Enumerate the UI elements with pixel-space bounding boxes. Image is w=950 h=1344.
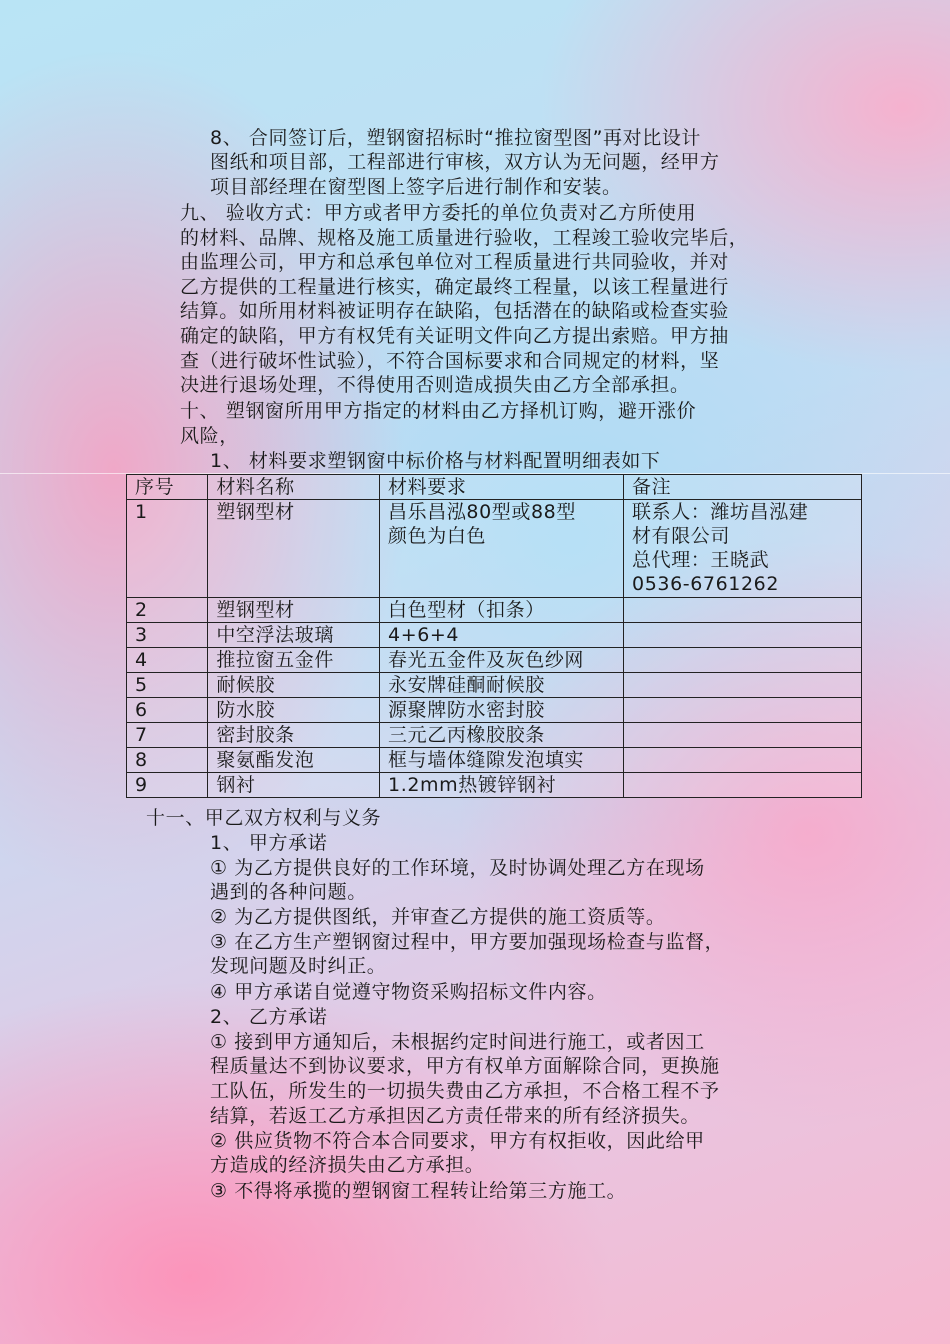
para-9-line-1: 九、 验收方式：甲方或者甲方委托的单位负责对乙方所使用 (180, 202, 697, 224)
cell-name: 塑钢型材 (208, 500, 380, 598)
table-row (127, 648, 862, 673)
cell-remarks (624, 673, 862, 698)
cell-remarks (624, 623, 862, 648)
cell-name: 钢衬 (208, 773, 380, 798)
table-row (127, 773, 862, 798)
cell-index: 3 (127, 623, 208, 648)
para-9-line-3: 由监理公司，甲方和总承包单位对工程质量进行共同验收，并对 (180, 251, 729, 273)
table-row (127, 500, 862, 598)
cell-index: 4 (127, 648, 208, 673)
cell-remarks (624, 698, 862, 723)
header-remarks: 备注 (624, 475, 862, 500)
cell-index: 7 (127, 723, 208, 748)
para-9-line-8: 决进行退场处理，不得使用否则造成损失由乙方全部承担。 (180, 374, 690, 396)
cell-name: 耐候胶 (208, 673, 380, 698)
table-row (127, 698, 862, 723)
cell-name: 密封胶条 (208, 723, 380, 748)
para-9-line-4: 乙方提供的工程量进行核实，确定最终工程量，以该工程量进行 (180, 276, 729, 298)
cell-remarks (624, 723, 862, 748)
cell-index: 1 (127, 500, 208, 598)
cell-requirement: 1.2mm热镀锌钢衬 (380, 773, 624, 798)
table-row (127, 748, 862, 773)
cell-name: 推拉窗五金件 (208, 648, 380, 673)
cell-requirement: 春光五金件及灰色纱网 (380, 648, 624, 673)
cell-index: 8 (127, 748, 208, 773)
cell-requirement: 白色型材（扣条） (380, 598, 624, 623)
cell-index: 5 (127, 673, 208, 698)
table-row (127, 723, 862, 748)
cell-remarks (624, 748, 862, 773)
section-11-b-title: 2、 乙方承诺 (210, 1006, 328, 1028)
a-item-line-2: 遇到的各种问题。 (210, 881, 367, 903)
para-10-line-2: 风险， (180, 425, 239, 447)
cell-name: 塑钢型材 (208, 598, 380, 623)
section-11-a-title: 1、 甲方承诺 (210, 832, 328, 854)
cell-name: 中空浮法玻璃 (208, 623, 380, 648)
cell-requirement: 永安牌硅酮耐候胶 (380, 673, 624, 698)
para-8-line-3: 项目部经理在窗型图上签字后进行制作和安装。 (210, 176, 622, 198)
table-header-row (127, 475, 862, 500)
table-row (127, 598, 862, 623)
cell-name: 聚氨酯发泡 (208, 748, 380, 773)
para-8-line-1: 8、 合同签订后，塑钢窗招标时“推拉窗型图”再对比设计 (210, 127, 702, 149)
cell-requirement: 昌乐昌泓80型或88型 颜色为白色 (380, 500, 624, 598)
a-item-line-4: ③ 在乙方生产塑钢窗过程中，甲方要加强现场检查与监督， (210, 931, 725, 953)
a-item-line-5: 发现问题及时纠正。 (210, 955, 387, 977)
para-8-line-2: 图纸和项目部，工程部进行审核，双方认为无问题，经甲方 (210, 151, 720, 173)
table-row (127, 673, 862, 698)
cell-requirement: 框与墙体缝隙发泡填实 (380, 748, 624, 773)
cell-remarks (624, 773, 862, 798)
cell-remarks (624, 598, 862, 623)
material-table (126, 474, 862, 798)
b-item-line-4: 结算，若返工乙方承担因乙方责任带来的所有经济损失。 (210, 1105, 701, 1127)
b-item-line-3: 工队伍，所发生的一切损失费由乙方承担，不合格工程不予 (210, 1080, 720, 1102)
b-item-line-7: ③ 不得将承揽的塑钢窗工程转让给第三方施工。 (210, 1180, 627, 1202)
para-10-line-1: 十、 塑钢窗所用甲方指定的材料由乙方择机订购，避开涨价 (180, 400, 697, 422)
table-row (127, 623, 862, 648)
b-item-line-6: 方造成的经济损失由乙方承担。 (210, 1154, 485, 1176)
cell-requirement: 源聚牌防水密封胶 (380, 698, 624, 723)
b-item-line-2: 程质量达不到协议要求，甲方有权单方面解除合同，更换施 (210, 1055, 720, 1077)
b-item-line-5: ② 供应货物不符合本合同要求，甲方有权拒收，因此给甲 (210, 1130, 705, 1152)
cell-name: 防水胶 (208, 698, 380, 723)
table-caption: 1、 材料要求塑钢窗中标价格与材料配置明细表如下 (210, 450, 661, 472)
b-item-line-1: ① 接到甲方通知后，未根据约定时间进行施工，或者因工 (210, 1031, 705, 1053)
cell-index: 9 (127, 773, 208, 798)
para-9-line-7: 查（进行破坏性试验），不符合国标要求和合同规定的材料，坚 (180, 350, 720, 372)
cell-remarks (624, 648, 862, 673)
a-item-line-6: ④ 甲方承诺自觉遵守物资采购招标文件内容。 (210, 981, 607, 1003)
cell-remarks: 联系人：潍坊昌泓建 材有限公司 总代理：王晓武 0536-6761262 (624, 500, 862, 598)
para-9-line-5: 结算。如所用材料被证明存在缺陷，包括潜在的缺陷或检查实验 (180, 300, 729, 322)
a-item-line-3: ② 为乙方提供图纸，并审查乙方提供的施工资质等。 (210, 906, 666, 928)
para-9-line-6: 确定的缺陷，甲方有权凭有关证明文件向乙方提出索赔。甲方抽 (180, 325, 729, 347)
a-item-line-1: ① 为乙方提供良好的工作环境，及时协调处理乙方在现场 (210, 857, 705, 879)
cell-index: 2 (127, 598, 208, 623)
para-9-line-2: 的材料、品牌、规格及施工质量进行验收，工程竣工验收完毕后， (180, 227, 749, 249)
cell-requirement: 三元乙丙橡胶胶条 (380, 723, 624, 748)
section-11-title: 十一、甲乙双方权利与义务 (146, 807, 382, 829)
cell-index: 6 (127, 698, 208, 723)
cell-requirement: 4+6+4 (380, 623, 624, 648)
header-material-name: 材料名称 (208, 475, 380, 500)
header-index: 序号 (127, 475, 208, 500)
header-material-requirement: 材料要求 (380, 475, 624, 500)
